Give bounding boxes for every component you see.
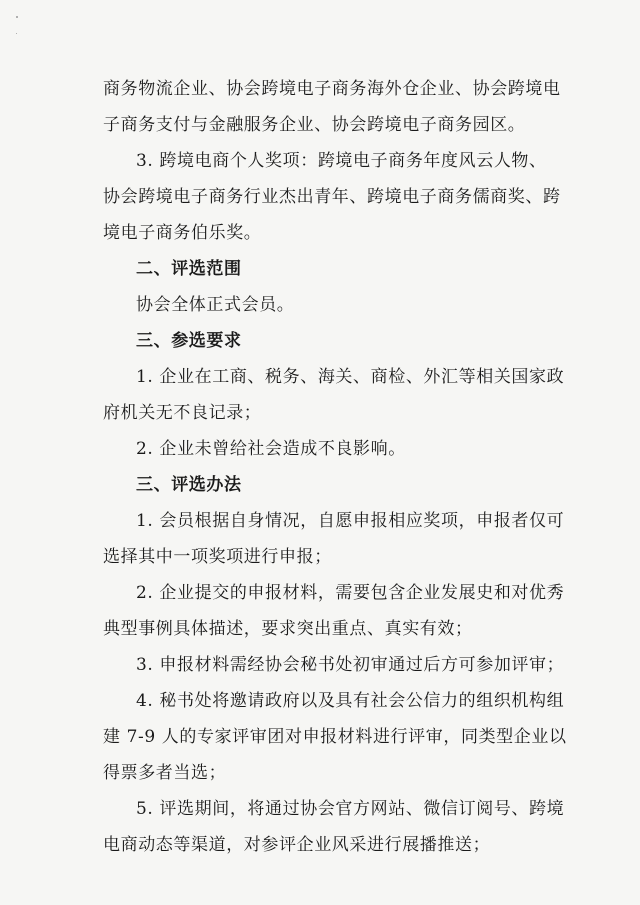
- text-line: 子商务支付与金融服务企业、协会跨境电子商务园区。: [103, 115, 526, 135]
- section-heading: 三、评选办法: [136, 475, 242, 495]
- text-line: 典型事例具体描述，要求突出重点、真实有效；: [103, 619, 473, 639]
- text-line: 选择其中一项奖项进行申报；: [103, 547, 332, 567]
- text-line: 4. 秘书处将邀请政府以及具有社会公信力的组织机构组: [136, 691, 565, 711]
- text-line: 3. 跨境电商个人奖项：跨境电子商务年度风云人物、: [136, 151, 547, 171]
- text-line: 1. 会员根据自身情况，自愿申报相应奖项，申报者仅可: [136, 511, 565, 531]
- text-line: 2. 企业未曾给社会造成不良影响。: [136, 439, 406, 459]
- text-line: 商务物流企业、协会跨境电子商务海外仓企业、协会跨境电: [103, 79, 561, 99]
- text-line: 2. 企业提交的申报材料，需要包含企业发展史和对优秀: [136, 583, 565, 603]
- text-line: 府机关无不良记录；: [103, 403, 262, 423]
- text-line: 协会全体正式会员。: [136, 295, 295, 315]
- section-heading: 二、评选范围: [136, 259, 242, 279]
- text-line: 境电子商务伯乐奖。: [103, 223, 262, 243]
- text-line: 建 7-9 人的专家评审团对申报材料进行评审，同类型企业以: [103, 727, 567, 747]
- section-heading: 三、参选要求: [136, 331, 242, 351]
- text-line: 得票多者当选；: [103, 763, 227, 783]
- text-line: 3. 申报材料需经协会秘书处初审通过后方可参加评审；: [136, 655, 565, 675]
- text-line: 5. 评选期间，将通过协会官方网站、微信订阅号、跨境: [136, 799, 565, 819]
- text-line: 协会跨境电子商务行业杰出青年、跨境电子商务儒商奖、跨: [103, 187, 561, 207]
- text-line: 1. 企业在工商、税务、海关、商检、外汇等相关国家政: [136, 367, 565, 387]
- text-line: 电商动态等渠道，对参评企业风采进行展播推送；: [103, 835, 491, 855]
